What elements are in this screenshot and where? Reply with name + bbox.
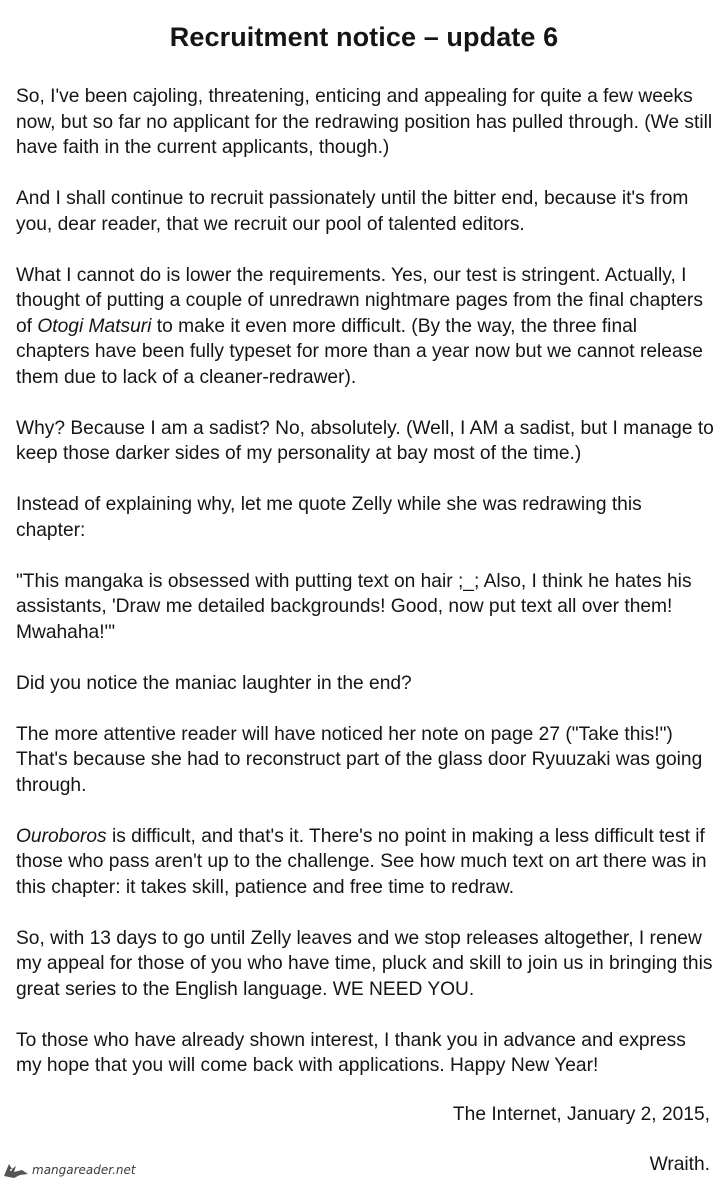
paragraph-8: The more attentive reader will have noticed her note on page 27 ("Take this!") That's because she had to reconstruct part of the glass door Ryuuzaki was going through. bbox=[16, 723, 703, 796]
paragraph-3-post: to make it even more difficult. (By the way, the three final chapters have been fully typeset for more than a year now but we cannot release them due to lack of a cleaner-redrawer). bbox=[16, 315, 703, 388]
paragraph-10: So, with 13 days to go until Zelly leaves and we stop releases altogether, I renew my appeal for those of you who have time, pluck and skill to join us in bringing this great series to the English language. WE NEED YOU. bbox=[16, 927, 713, 1000]
paragraph-2: And I shall continue to recruit passionately until the bitter end, because it's from you, dear reader, that we recruit our pool of talented editors. bbox=[16, 188, 689, 235]
page-title: Recruitment notice – update 6 bbox=[169, 22, 559, 52]
notice-body bbox=[16, 84, 714, 1104]
paragraph-6: "This mangaka is obsessed with putting text on hair ;_; Also, I think he hates his assistants, 'Draw me detailed backgrounds! Good, now put text all over them! Mwahaha!'" bbox=[16, 570, 692, 643]
fox-logo-icon bbox=[2, 1160, 30, 1180]
paragraph-3 bbox=[16, 263, 714, 391]
series-title-ouroboros: Ouroboros bbox=[16, 825, 107, 847]
paragraph-4: Why? Because I am a sadist? No, absolutely. (Well, I AM a sadist, but I manage to keep those darker sides of my personality at bay most of the time.) bbox=[16, 417, 714, 464]
paragraph-11: To those who have already shown interest, I thank you in advance and express my hope that you will come back with applications. Happy New Year! bbox=[16, 1029, 686, 1076]
signoff-name: Wraith. bbox=[649, 1154, 710, 1175]
signoff-date: The Internet, January 2, 2015, bbox=[452, 1104, 710, 1125]
series-title-otogi-matsuri: Otogi Matsuri bbox=[37, 315, 152, 337]
paragraph-1: So, I've been cajoling, threatening, enticing and appealing for quite a few weeks now, but so far no applicant for the redrawing position has pulled through. (We still have faith in the current applicants, though.) bbox=[16, 86, 713, 158]
paragraph-9-post: is difficult, and that's it. There's no point in making a less difficult test if those who pass aren't up to the challenge. See how much text on art there was in this chapter: it takes skill, patience and free time to redraw. bbox=[16, 825, 707, 898]
paragraph-3-pre: What I cannot do is lower the requirements. Yes, our test is stringent. Actually, I thought of putting a couple of unredrawn nightmare pages from the final chapters of bbox=[16, 264, 703, 337]
paragraph-7: Did you notice the maniac laughter in the end? bbox=[16, 672, 412, 694]
watermark-text: mangareader.net bbox=[32, 1163, 136, 1177]
paragraph-9 bbox=[16, 824, 714, 901]
watermark bbox=[2, 1160, 136, 1180]
paragraph-5: Instead of explaining why, let me quote Zelly while she was redrawing this chapter: bbox=[16, 494, 642, 541]
